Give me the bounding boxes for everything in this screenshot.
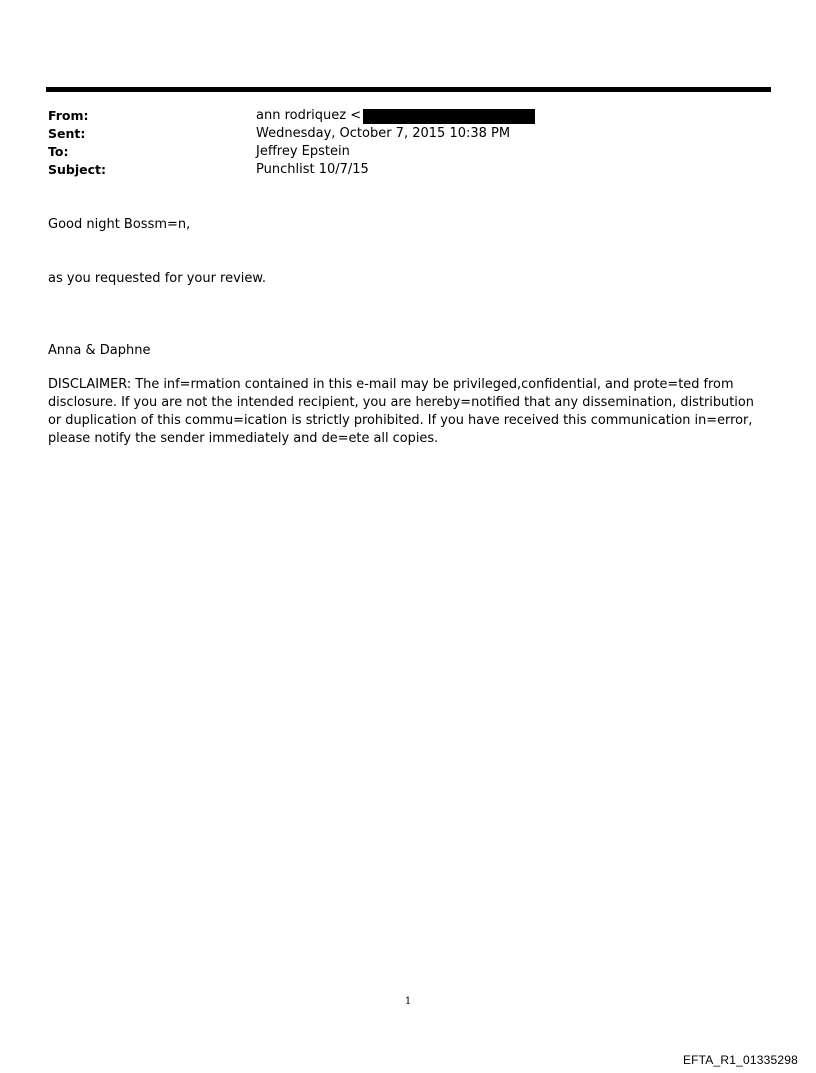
document-id: EFTA_R1_01335298 bbox=[682, 1053, 798, 1067]
subject-label: Subject: bbox=[48, 162, 106, 177]
to-row bbox=[48, 143, 748, 161]
subject-value: Punchlist 10/7/15 bbox=[256, 162, 369, 177]
from-row bbox=[48, 107, 748, 125]
header-divider bbox=[46, 87, 771, 92]
to-label: To: bbox=[48, 144, 69, 159]
sent-row bbox=[48, 125, 748, 143]
to-value: Jeffrey Epstein bbox=[256, 144, 350, 159]
email-header bbox=[48, 107, 748, 179]
from-value bbox=[256, 107, 535, 125]
from-label: From: bbox=[48, 108, 89, 123]
email-greeting: Good night Bossm=n, bbox=[48, 217, 191, 232]
subject-row bbox=[48, 161, 748, 179]
redaction-block bbox=[363, 109, 535, 124]
from-name: ann rodriquez < bbox=[256, 108, 362, 123]
email-disclaimer: DISCLAIMER: The inf=rmation contained in this e-mail may be privileged,confidential, and prote=ted from disclosure. If you are not the intended recipient, you are hereby=notified that any dissemination, distribution or duplication of this commu=ication is strictly prohibited. If you have received this communication in=error, please notify the sender immediately and de=ete all copies. bbox=[48, 377, 754, 446]
email-signoff: Anna & Daphne bbox=[48, 343, 151, 358]
sent-value: Wednesday, October 7, 2015 10:38 PM bbox=[256, 126, 511, 141]
email-request-line: as you requested for your review. bbox=[48, 271, 266, 286]
sent-label: Sent: bbox=[48, 126, 86, 141]
page-number: 1 bbox=[404, 996, 412, 1007]
